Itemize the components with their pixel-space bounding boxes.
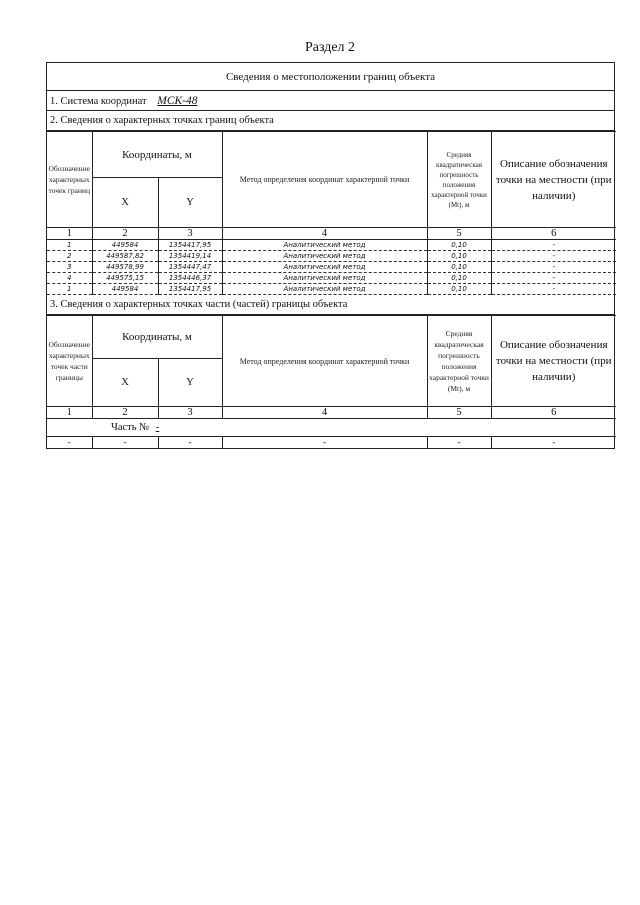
point-y: 1354417,95: [158, 284, 222, 295]
table-row: [47, 262, 616, 273]
table-row: [47, 284, 616, 295]
point-desc: -: [491, 251, 616, 262]
hdr-method: Метод определения координат характерной точки: [222, 316, 427, 407]
hdr-description: Описание обозначения точки на местности (при наличии): [491, 132, 616, 228]
point-method: Аналитический метод: [222, 240, 427, 251]
parts-table: [47, 315, 616, 448]
parts-section-title: 3. Сведения о характерных точках части (частей) границы объекта: [47, 295, 614, 315]
col-num: 4: [222, 407, 427, 419]
point-mt: 0,10: [427, 284, 491, 295]
point-method: Аналитический метод: [222, 273, 427, 284]
col-num: 1: [47, 407, 92, 419]
coord-system-line: [47, 91, 614, 111]
empty-cell: -: [47, 437, 92, 449]
column-number-row: [47, 407, 616, 419]
point-y: 1354446,37: [158, 273, 222, 284]
point-id: 2: [47, 251, 92, 262]
table-row: [47, 251, 616, 262]
col-num: 1: [47, 228, 92, 240]
empty-cell: -: [427, 437, 491, 449]
point-desc: -: [491, 262, 616, 273]
point-y: 1354417,95: [158, 240, 222, 251]
point-x: 449584: [92, 284, 158, 295]
hdr-coords: Координаты, м: [92, 132, 222, 178]
point-method: Аналитический метод: [222, 262, 427, 273]
point-desc: -: [491, 284, 616, 295]
hdr-y: Y: [158, 178, 222, 228]
col-num: 5: [427, 407, 491, 419]
hdr-description: Описание обозначения точки на местности (при наличии): [491, 316, 616, 407]
hdr-designation: Обозначение характерных точек части границы: [47, 316, 92, 407]
col-num: 3: [158, 407, 222, 419]
section-title: Раздел 2: [304, 40, 356, 55]
col-num: 6: [491, 228, 616, 240]
col-num: 6: [491, 407, 616, 419]
block-title: Сведения о местоположении границ объекта: [47, 63, 614, 91]
col-num: 3: [158, 228, 222, 240]
hdr-x: X: [92, 359, 158, 407]
points-section-title: 2. Сведения о характерных точках границ объекта: [47, 111, 614, 131]
hdr-method: Метод определения координат характерной точки: [222, 132, 427, 228]
hdr-designation: Обозначение характерных точек границ: [47, 132, 92, 228]
part-value: -: [155, 422, 160, 433]
empty-cell: -: [92, 437, 158, 449]
point-id: 3: [47, 262, 92, 273]
hdr-error: Средняя квадратическая погрешность положения характерной точки (Mt), м: [427, 316, 491, 407]
point-y: 1354447,47: [158, 262, 222, 273]
point-mt: 0,10: [427, 262, 491, 273]
part-row: [47, 419, 616, 437]
hdr-y: Y: [158, 359, 222, 407]
point-id: 1: [47, 240, 92, 251]
point-y: 1354419,14: [158, 251, 222, 262]
point-x: 449587,82: [92, 251, 158, 262]
point-mt: 0,10: [427, 273, 491, 284]
part-number-cell: [47, 419, 616, 437]
point-x: 449584: [92, 240, 158, 251]
hdr-coords: Координаты, м: [92, 316, 222, 359]
empty-cell: -: [222, 437, 427, 449]
point-x: 449575,15: [92, 273, 158, 284]
point-method: Аналитический метод: [222, 284, 427, 295]
col-num: 2: [92, 407, 158, 419]
col-num: 5: [427, 228, 491, 240]
boundary-info-sheet: [46, 62, 615, 449]
hdr-x: X: [92, 178, 158, 228]
empty-cell: -: [491, 437, 616, 449]
table-row: [47, 273, 616, 284]
col-num: 4: [222, 228, 427, 240]
col-num: 2: [92, 228, 158, 240]
part-label: Часть №: [111, 422, 150, 433]
column-number-row: [47, 228, 616, 240]
hdr-error: Средняя квадратическая погрешность положения характерной точки (Mt), м: [427, 132, 491, 228]
point-desc: -: [491, 273, 616, 284]
point-id: 1: [47, 284, 92, 295]
empty-cell: -: [158, 437, 222, 449]
point-method: Аналитический метод: [222, 251, 427, 262]
coord-system-label: 1. Система координат: [50, 96, 147, 107]
table-row: [47, 240, 616, 251]
points-table: [47, 131, 616, 295]
point-desc: -: [491, 240, 616, 251]
point-id: 4: [47, 273, 92, 284]
point-mt: 0,10: [427, 240, 491, 251]
coord-system-value: МСК-48: [157, 95, 198, 107]
point-x: 449578,99: [92, 262, 158, 273]
point-mt: 0,10: [427, 251, 491, 262]
table-row: [47, 437, 616, 449]
